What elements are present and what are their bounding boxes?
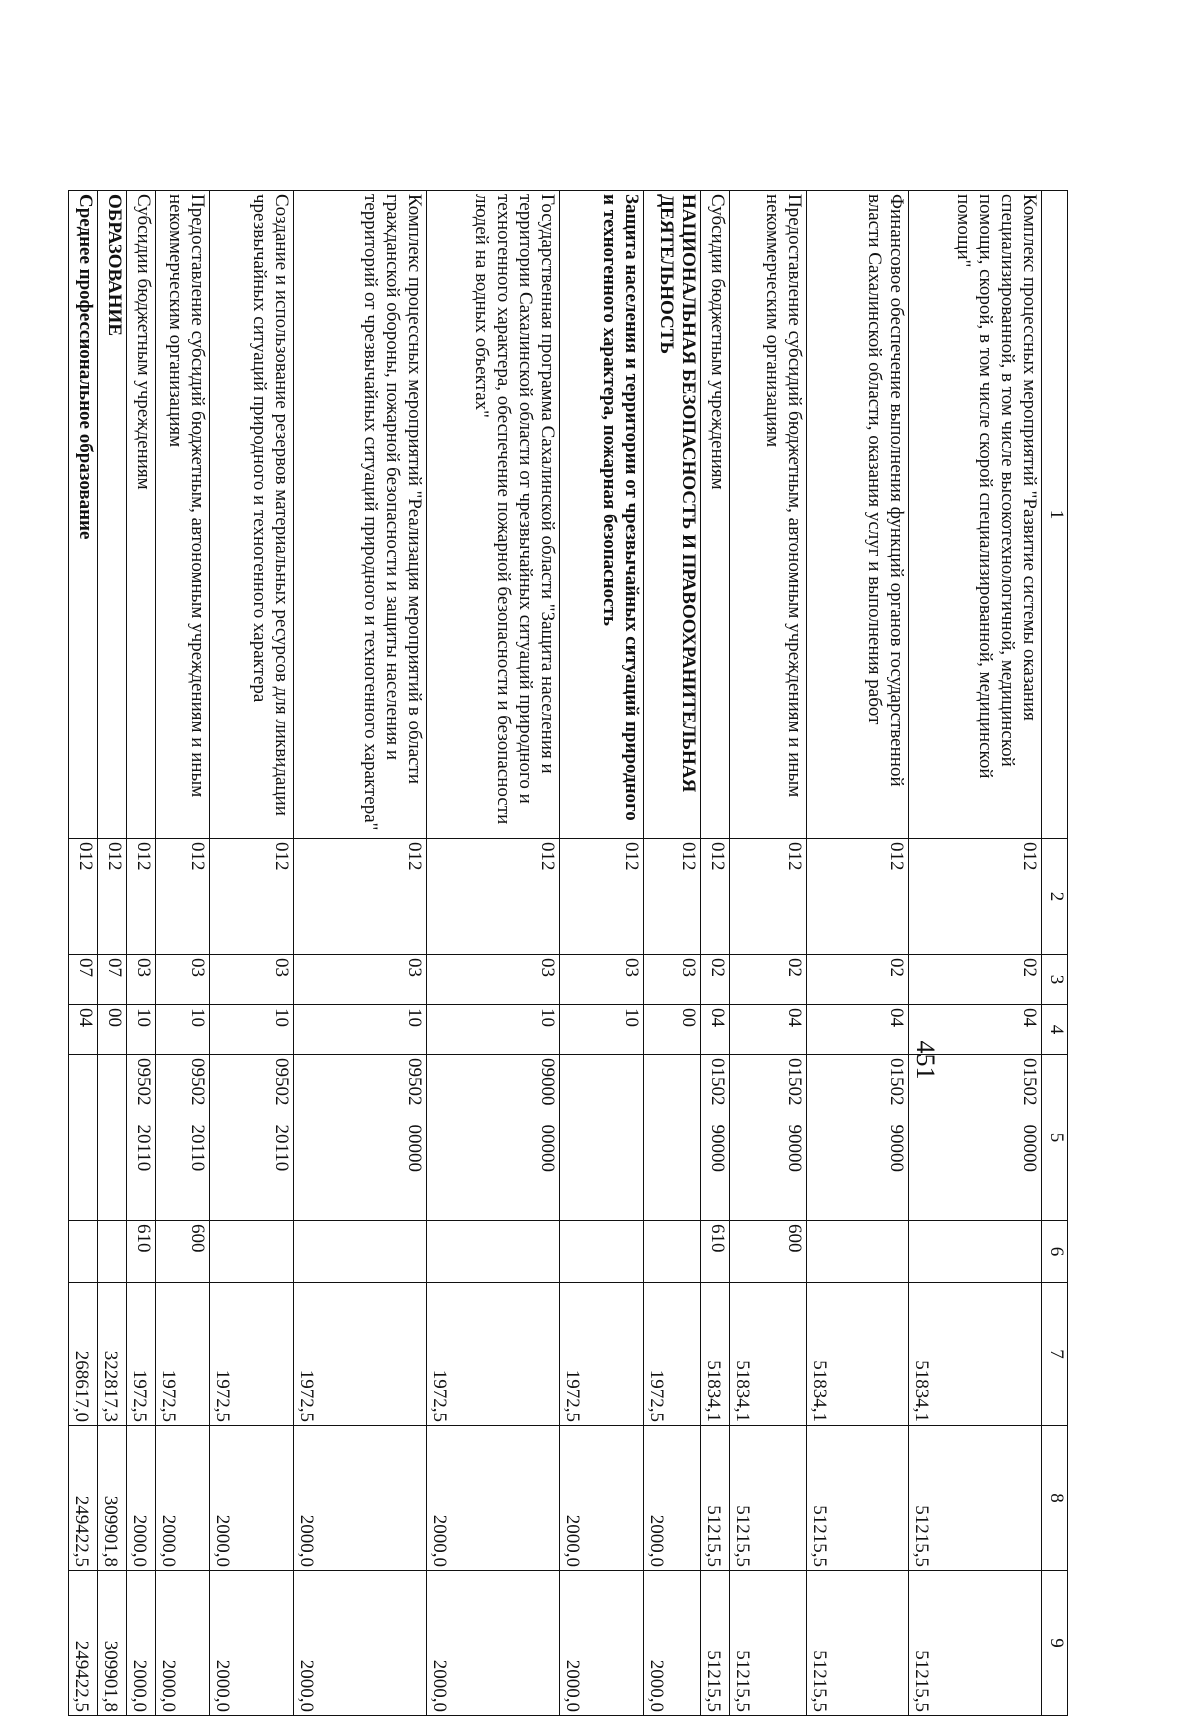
row-name-cell: НАЦИОНАЛЬНАЯ БЕЗОПАСНОСТЬ И ПРАВООХРАНИТЕЛЬНАЯ ДЕЯТЕЛЬНОСТЬ bbox=[643, 191, 701, 839]
row-name-cell: ОБРАЗОВАНИЕ bbox=[98, 191, 127, 839]
cell-col-4: 04 bbox=[908, 1005, 1041, 1055]
table-row bbox=[806, 191, 908, 1716]
cell-col-5: 01502 90000 bbox=[806, 1055, 908, 1221]
cell-col-4: 10 bbox=[560, 1005, 643, 1055]
cell-col-6 bbox=[643, 1221, 701, 1283]
cell-col-2: 012 bbox=[908, 839, 1041, 955]
cell-col-4: 10 bbox=[127, 1005, 156, 1055]
cell-col-6 bbox=[560, 1221, 643, 1283]
table-header-row bbox=[1042, 191, 1068, 1716]
cell-col-4: 10 bbox=[426, 1005, 559, 1055]
cell-col-4: 00 bbox=[98, 1005, 127, 1055]
cell-col-2: 012 bbox=[210, 839, 293, 955]
cell-col-5 bbox=[643, 1055, 701, 1221]
cell-col-5: 09502 20110 bbox=[210, 1055, 293, 1221]
cell-col-3: 03 bbox=[127, 955, 156, 1005]
cell-col-9: 2000,0 bbox=[210, 1571, 293, 1716]
cell-col-9: 51215,5 bbox=[730, 1571, 806, 1716]
cell-col-2: 012 bbox=[701, 839, 730, 955]
cell-col-3: 03 bbox=[210, 955, 293, 1005]
row-name-cell: Государственная программа Сахалинской области "Защита населения и территории Сахалинской области от чрезвычайных ситуаций природного и техногенного характера, обеспечение пожарной безопасности и безопасности людей на водных объектах" bbox=[426, 191, 559, 839]
table-row bbox=[210, 191, 293, 1716]
page-number: 451 bbox=[911, 1040, 940, 1080]
cell-col-6 bbox=[210, 1221, 293, 1283]
cell-col-2: 012 bbox=[560, 839, 643, 955]
row-name-cell: Комплекс процессных мероприятий "Реализация мероприятий в области гражданской обороны, пожарной безопасности и защиты населения и территорий от чрезвычайных ситуаций природного и техногенного характера" bbox=[293, 191, 426, 839]
cell-col-8: 2000,0 bbox=[293, 1426, 426, 1571]
table-row bbox=[908, 191, 1041, 1716]
cell-col-6: 600 bbox=[155, 1221, 209, 1283]
cell-col-6 bbox=[908, 1221, 1041, 1283]
cell-col-2: 012 bbox=[806, 839, 908, 955]
cell-col-7: 1972,5 bbox=[426, 1283, 559, 1426]
cell-col-8: 2000,0 bbox=[560, 1426, 643, 1571]
cell-col-7: 1972,5 bbox=[127, 1283, 156, 1426]
table-row bbox=[98, 191, 127, 1716]
header-col-5: 5 bbox=[1042, 1055, 1068, 1221]
cell-col-2: 012 bbox=[98, 839, 127, 955]
table-body bbox=[69, 191, 1042, 1716]
cell-col-8: 51215,5 bbox=[806, 1426, 908, 1571]
cell-col-7: 322817,3 bbox=[98, 1283, 127, 1426]
table-row bbox=[730, 191, 806, 1716]
header-col-2: 2 bbox=[1042, 839, 1068, 955]
cell-col-5: 01502 90000 bbox=[701, 1055, 730, 1221]
cell-col-4: 00 bbox=[643, 1005, 701, 1055]
table-row bbox=[155, 191, 209, 1716]
cell-col-5 bbox=[69, 1055, 98, 1221]
cell-col-7: 1972,5 bbox=[210, 1283, 293, 1426]
table-row bbox=[426, 191, 559, 1716]
budget-table bbox=[68, 190, 1068, 1716]
cell-col-7: 51834,1 bbox=[730, 1283, 806, 1426]
cell-col-9: 51215,5 bbox=[806, 1571, 908, 1716]
cell-col-3: 03 bbox=[426, 955, 559, 1005]
cell-col-5 bbox=[98, 1055, 127, 1221]
cell-col-5: 01502 00000 bbox=[908, 1055, 1041, 1221]
cell-col-4: 10 bbox=[293, 1005, 426, 1055]
cell-col-3: 03 bbox=[155, 955, 209, 1005]
cell-col-6: 600 bbox=[730, 1221, 806, 1283]
cell-col-5: 09502 00000 bbox=[293, 1055, 426, 1221]
row-name-cell: Предоставление субсидий бюджетным, автономным учреждениям и иным некоммерческим организациям bbox=[730, 191, 806, 839]
cell-col-2: 012 bbox=[643, 839, 701, 955]
table-row bbox=[701, 191, 730, 1716]
cell-col-4: 04 bbox=[69, 1005, 98, 1055]
cell-col-3: 02 bbox=[806, 955, 908, 1005]
cell-col-3: 07 bbox=[69, 955, 98, 1005]
row-name-cell: Создание и использование резервов материальных ресурсов для ликвидации чрезвычайных ситуаций природного и техногенного характера bbox=[210, 191, 293, 839]
cell-col-9: 2000,0 bbox=[155, 1571, 209, 1716]
header-col-6: 6 bbox=[1042, 1221, 1068, 1283]
row-name-cell: Финансовое обеспечение выполнения функций органов государственной власти Сахалинской области, оказания услуг и выполнения работ bbox=[806, 191, 908, 839]
cell-col-9: 2000,0 bbox=[127, 1571, 156, 1716]
cell-col-7: 1972,5 bbox=[560, 1283, 643, 1426]
cell-col-9: 2000,0 bbox=[426, 1571, 559, 1716]
cell-col-7: 1972,5 bbox=[155, 1283, 209, 1426]
cell-col-7: 51834,1 bbox=[908, 1283, 1041, 1426]
cell-col-9: 309901,8 bbox=[98, 1571, 127, 1716]
cell-col-9: 2000,0 bbox=[293, 1571, 426, 1716]
cell-col-7: 51834,1 bbox=[806, 1283, 908, 1426]
cell-col-9: 51215,5 bbox=[908, 1571, 1041, 1716]
cell-col-8: 2000,0 bbox=[210, 1426, 293, 1571]
budget-table-rotated bbox=[68, 190, 1068, 1715]
header-col-4: 4 bbox=[1042, 1005, 1068, 1055]
table-row bbox=[560, 191, 643, 1716]
cell-col-5: 09502 20110 bbox=[155, 1055, 209, 1221]
cell-col-6: 610 bbox=[127, 1221, 156, 1283]
cell-col-6 bbox=[806, 1221, 908, 1283]
cell-col-9: 51215,5 bbox=[701, 1571, 730, 1716]
table-row bbox=[293, 191, 426, 1716]
table-row bbox=[643, 191, 701, 1716]
cell-col-3: 03 bbox=[560, 955, 643, 1005]
cell-col-2: 012 bbox=[127, 839, 156, 955]
row-name-cell: Защита населения и территории от чрезвычайных ситуаций природного и техногенного характера, пожарная безопасность bbox=[560, 191, 643, 839]
cell-col-7: 1972,5 bbox=[293, 1283, 426, 1426]
header-col-7: 7 bbox=[1042, 1283, 1068, 1426]
cell-col-2: 012 bbox=[155, 839, 209, 955]
cell-col-5 bbox=[560, 1055, 643, 1221]
row-name-cell: Комплекс процессных мероприятий "Развитие системы оказания специализированной, в том числе высокотехнологичной, медицинской помощи, скорой, в том числе скорой специализированной, медицинской помощи" bbox=[908, 191, 1041, 839]
cell-col-5: 09000 00000 bbox=[426, 1055, 559, 1221]
cell-col-4: 04 bbox=[806, 1005, 908, 1055]
row-name-cell: Среднее профессиональное образование bbox=[69, 191, 98, 839]
header-col-3: 3 bbox=[1042, 955, 1068, 1005]
cell-col-8: 2000,0 bbox=[643, 1426, 701, 1571]
cell-col-4: 04 bbox=[730, 1005, 806, 1055]
cell-col-4: 10 bbox=[210, 1005, 293, 1055]
header-col-1: 1 bbox=[1042, 191, 1068, 839]
cell-col-8: 2000,0 bbox=[127, 1426, 156, 1571]
cell-col-7: 268617,0 bbox=[69, 1283, 98, 1426]
header-col-9: 9 bbox=[1042, 1571, 1068, 1716]
row-name-cell: Предоставление субсидий бюджетным, автономным учреждениям и иным некоммерческим организациям bbox=[155, 191, 209, 839]
cell-col-6 bbox=[426, 1221, 559, 1283]
cell-col-3: 03 bbox=[293, 955, 426, 1005]
cell-col-8: 2000,0 bbox=[155, 1426, 209, 1571]
cell-col-8: 2000,0 bbox=[426, 1426, 559, 1571]
table-row bbox=[127, 191, 156, 1716]
cell-col-2: 012 bbox=[426, 839, 559, 955]
cell-col-8: 51215,5 bbox=[908, 1426, 1041, 1571]
row-name-cell: Субсидии бюджетным учреждениям bbox=[127, 191, 156, 839]
cell-col-7: 51834,1 bbox=[701, 1283, 730, 1426]
cell-col-6 bbox=[293, 1221, 426, 1283]
cell-col-6 bbox=[98, 1221, 127, 1283]
cell-col-4: 10 bbox=[155, 1005, 209, 1055]
cell-col-3: 07 bbox=[98, 955, 127, 1005]
cell-col-4: 04 bbox=[701, 1005, 730, 1055]
table-row bbox=[69, 191, 98, 1716]
cell-col-9: 249422,5 bbox=[69, 1571, 98, 1716]
row-name-cell: Субсидии бюджетным учреждениям bbox=[701, 191, 730, 839]
cell-col-5: 01502 90000 bbox=[730, 1055, 806, 1221]
cell-col-9: 2000,0 bbox=[643, 1571, 701, 1716]
cell-col-2: 012 bbox=[293, 839, 426, 955]
cell-col-5: 09502 20110 bbox=[127, 1055, 156, 1221]
cell-col-2: 012 bbox=[730, 839, 806, 955]
cell-col-6: 610 bbox=[701, 1221, 730, 1283]
cell-col-6 bbox=[69, 1221, 98, 1283]
cell-col-8: 309901,8 bbox=[98, 1426, 127, 1571]
header-col-8: 8 bbox=[1042, 1426, 1068, 1571]
cell-col-8: 249422,5 bbox=[69, 1426, 98, 1571]
cell-col-3: 02 bbox=[730, 955, 806, 1005]
cell-col-8: 51215,5 bbox=[701, 1426, 730, 1571]
cell-col-2: 012 bbox=[69, 839, 98, 955]
cell-col-3: 03 bbox=[643, 955, 701, 1005]
cell-col-8: 51215,5 bbox=[730, 1426, 806, 1571]
cell-col-7: 1972,5 bbox=[643, 1283, 701, 1426]
cell-col-9: 2000,0 bbox=[560, 1571, 643, 1716]
cell-col-3: 02 bbox=[908, 955, 1041, 1005]
cell-col-3: 02 bbox=[701, 955, 730, 1005]
